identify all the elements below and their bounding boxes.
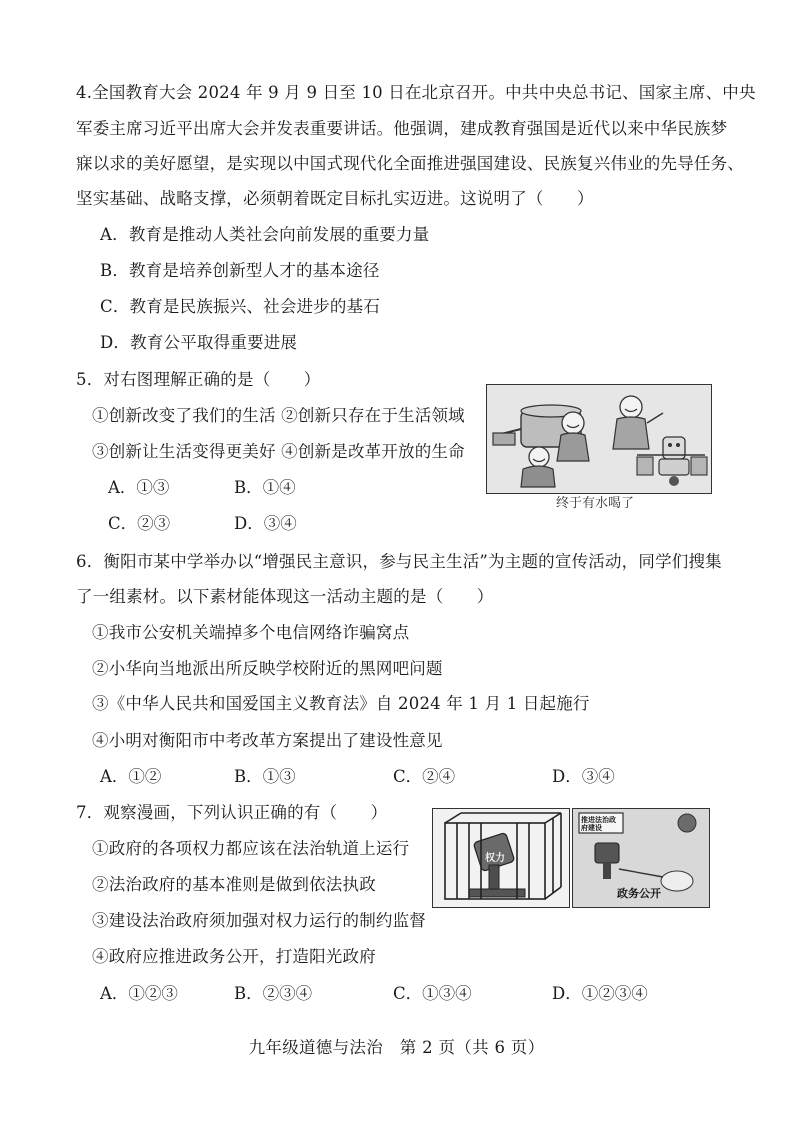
q6-item-2: ②小华向当地派出所反映学校附近的黑网吧问题	[92, 659, 443, 678]
q5-option-a: A．①③	[108, 478, 170, 497]
q5-cartoon-caption: 终于有水喝了	[556, 496, 635, 511]
q6-option-d: D．③④	[552, 767, 615, 786]
q6-stem-line-2: 了一组素材。以下素材能体现这一活动主题的是（ ）	[76, 587, 494, 606]
q5-stem: 5．对右图理解正确的是（ ）	[76, 370, 321, 389]
q7-banner-text: 政务公开	[617, 887, 661, 900]
q4-stem-line-3: 寐以求的美好愿望，是实现以中国式现代化全面推进强国建设、民族复兴伟业的先导任务、	[76, 154, 744, 173]
q5-item-line-1: ①创新改变了我们的生活 ②创新只存在于生活领域	[92, 406, 465, 425]
q4-option-a: A．教育是推动人类社会向前发展的重要力量	[100, 225, 430, 244]
q7-cage-label: 权力	[485, 853, 505, 864]
q5-option-d: D．③④	[234, 514, 297, 533]
q5-cartoon-drawing	[487, 385, 711, 493]
q5-item-line-2: ③创新让生活变得更美好 ④创新是改革开放的生命	[92, 442, 465, 461]
q4-stem-line-1: 4.全国教育大会 2024 年 9 月 9 日至 10 日在北京召开。中共中央总书记、国家主席、中央	[76, 83, 756, 102]
q6-option-c: C．②④	[393, 767, 456, 786]
q6-item-1: ①我市公安机关端掉多个电信网络诈骗窝点	[92, 623, 410, 642]
q7-cartoon-left-panel	[432, 808, 570, 908]
q5-cartoon-image	[486, 384, 712, 494]
q6-option-a: A．①②	[100, 767, 162, 786]
q7-item-1: ①政府的各项权力都应该在法治轨道上运行	[92, 839, 410, 858]
q6-option-b: B．①③	[234, 767, 296, 786]
q7-option-d: D．①②③④	[552, 984, 648, 1003]
q6-item-3: ③《中华人民共和国爱国主义教育法》自 2024 年 1 月 1 日起施行	[92, 694, 590, 713]
q7-option-c: C．①③④	[393, 984, 472, 1003]
q4-option-b: B．教育是培养创新型人才的基本途径	[100, 261, 380, 280]
q7-option-b: B．②③④	[234, 984, 313, 1003]
q6-item-4: ④小明对衡阳市中考改革方案提出了建设性意见	[92, 731, 443, 750]
q7-option-a: A．①②③	[100, 984, 178, 1003]
page-footer: 九年级道德与法治 第 2 页（共 6 页）	[248, 1038, 545, 1057]
q7-cartoon-right-panel	[572, 808, 710, 908]
q7-sign-text: 推进法治政府建设	[581, 816, 616, 832]
q4-option-c: C．教育是民族振兴、社会进步的基石	[100, 297, 381, 316]
q7-item-4: ④政府应推进政务公开，打造阳光政府	[92, 947, 376, 966]
q5-option-b: B．①④	[234, 478, 296, 497]
q7-item-2: ②法治政府的基本准则是做到依法执政	[92, 875, 376, 894]
q6-stem-line-1: 6．衡阳市某中学举办以“增强民主意识，参与民主生活”为主题的宣传活动，同学们搜集	[76, 552, 722, 571]
q4-option-d: D．教育公平取得重要进展	[100, 333, 298, 352]
q7-item-3: ③建设法治政府须加强对权力运行的制约监督	[92, 911, 426, 930]
q4-stem-line-4: 坚实基础、战略支撑，必须朝着既定目标扎实迈进。这说明了（ ）	[76, 189, 594, 208]
q5-option-c: C．②③	[108, 514, 171, 533]
q4-stem-line-2: 军委主席习近平出席大会并发表重要讲话。他强调，建成教育强国是近代以来中华民族梦	[76, 119, 728, 138]
q7-stem: 7．观察漫画，下列认识正确的有（ ）	[76, 803, 388, 822]
